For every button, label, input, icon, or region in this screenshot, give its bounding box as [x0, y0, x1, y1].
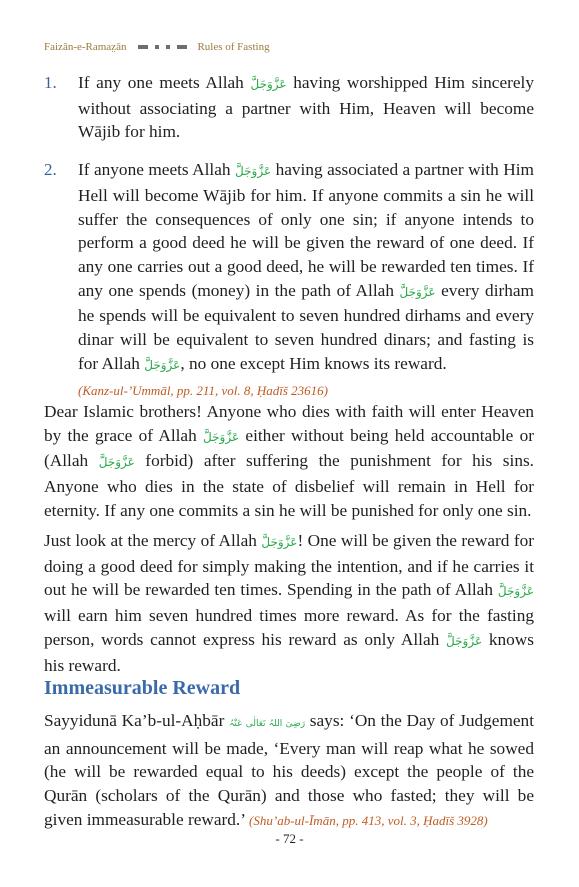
honorific-text: عَزَّوَجَلَّ: [144, 357, 181, 372]
paragraph: [44, 529, 534, 677]
running-header: [44, 39, 544, 55]
list-item: [44, 158, 534, 403]
honorific-text: عَزَّوَجَلَّ: [203, 429, 240, 444]
book-title: Faizān-e-Ramaz̤ān: [44, 41, 127, 53]
paragraph-text: forbid) after suffering the punishment for his sins. Anyone who dies in the state of disbelief will remain in Hell for eternity. If any one commits a sin he will be punished for only one sin.: [44, 451, 535, 520]
list-item: [44, 71, 534, 144]
paragraph-text: Sayyidunā Ka’b-ul-Aḥbār: [44, 711, 230, 730]
honorific-text: عَزَّوَجَلَّ: [250, 77, 287, 91]
list-number: 1.: [44, 73, 57, 92]
citation: (Kanz-ul-’Ummāl, pp. 211, vol. 8, Ḥadīš 23616): [78, 383, 328, 399]
list-text: If anyone meets Allah: [78, 160, 236, 180]
honorific-text: عَزَّوَجَلَّ: [261, 535, 298, 549]
honorific-text: عَزَّوَجَلَّ: [98, 455, 135, 470]
chapter-title: Rules of Fasting: [197, 41, 270, 53]
paragraph: [44, 709, 534, 833]
list-text: every dirham he spends will be equivalent to seven hundred dirhams and every dinar will be equivalent to seven hundred dinars; and fasting is for Allah: [78, 280, 535, 373]
list-text: If any one meets Allah: [78, 73, 251, 92]
list-text: , no one except Him knows its reward.: [180, 353, 447, 373]
list-text: having associated a partner with Him Hell will become Wājib for him. If anyone commits a sin he will suffer the consequences of only one sin; if anyone intends to perform a good deed he will be given the reward of one deed. If any one carries out a good deed, he will be rewarded ten times. If any one spends (money) in the path of Allah: [78, 160, 534, 300]
list-number: 2.: [44, 160, 57, 180]
honorific-text: عَزَّوَجَلَّ: [235, 164, 272, 179]
paragraph-text: will earn him seven hundred times more reward. As for the fasting person, words cannot express his reward as only Allah: [44, 606, 534, 649]
paragraph-text: Just look at the mercy of Allah: [44, 531, 262, 550]
honorific-text: عَزَّوَجَلَّ: [446, 633, 483, 648]
honorific-text: رَضِیَ اللہُ تَعَالٰی عَنْہُ: [229, 719, 306, 729]
paragraph-text: Dear Islamic brothers! Anyone who dies with faith will enter Heaven by the grace of Allah: [44, 402, 534, 445]
citation: (Shu’ab-ul-Īmān, pp. 413, vol. 3, Ḥadīš 3928): [249, 812, 488, 828]
page-number: - 72 -: [275, 831, 304, 846]
header-separator: [138, 45, 187, 49]
paragraph-text: says: ‘On the Day of Judgement an announcement will be made, ‘Every man will reap what he sowed (he will be rewarded equal to his deeds) except the people of the Qurān (scholars of the Qurān) and those who fasted; they will be given immeasurable reward.’: [44, 711, 535, 829]
honorific-text: عَزَّوَجَلَّ: [497, 584, 534, 599]
list-text: having worshipped Him sincerely without associating a partner with Him, Heaven will become Wājib for him.: [78, 73, 534, 142]
numbered-list: [44, 71, 534, 403]
paragraph-text: ! One will be given the reward for doing a good deed for simply making the intention, and if he carries it out he will be rewarded ten times. Spending in the path of Allah: [44, 531, 534, 600]
section-heading: Immeasurable Reward: [44, 677, 241, 699]
paragraph: [44, 400, 534, 523]
paragraph-text: either without being held accountable or (Allah: [44, 425, 534, 471]
honorific-text: عَزَّوَجَلَّ: [399, 284, 436, 299]
paragraph-text: knows his reward.: [44, 629, 534, 675]
